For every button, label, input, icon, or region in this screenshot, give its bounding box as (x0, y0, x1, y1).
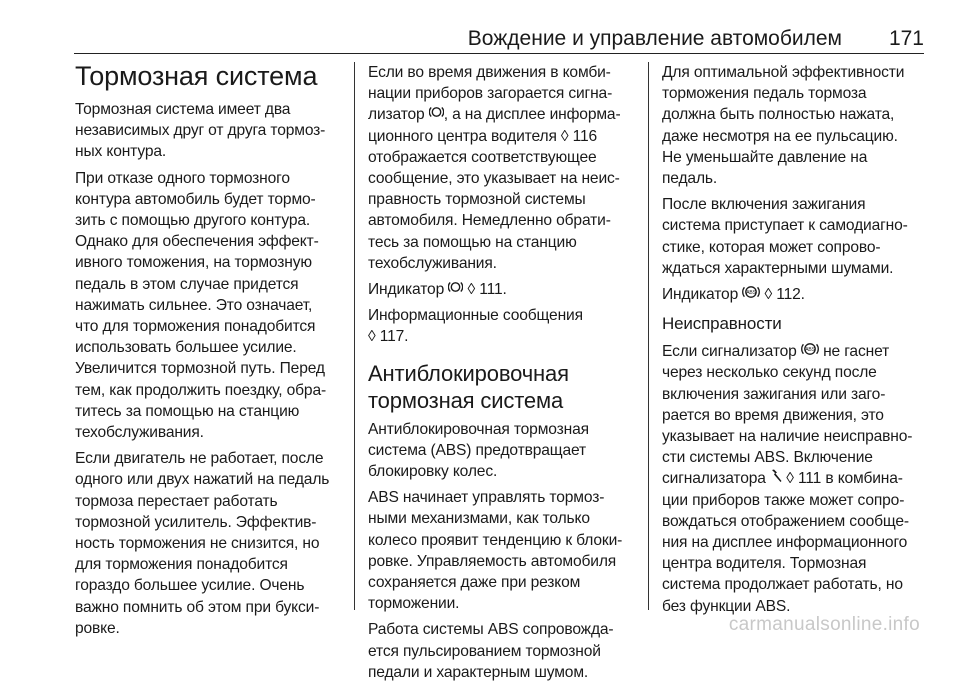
column-divider (354, 62, 355, 610)
text-line: сохраняется даже при резком (368, 574, 581, 592)
text-line (368, 104, 643, 125)
text-line: ждаться характерными шумами. (662, 259, 894, 277)
text-line: блокировку колес. (368, 463, 498, 481)
text-line: Тормозная система имеет два (75, 101, 291, 118)
paragraph (75, 168, 350, 444)
text-line: торможении. (368, 595, 460, 613)
text-line: система (ABS) предотвращает (368, 441, 586, 459)
page-reference-link[interactable]: 116 (572, 127, 598, 145)
text-line: Увеличится тормозной путь. Перед (75, 360, 325, 378)
text-line: тормозной усилитель. Эффектив- (75, 513, 317, 531)
page-number: 171 (888, 27, 924, 50)
col3-paragraphs (662, 62, 937, 279)
col2-paragraphs (368, 419, 643, 683)
text-line: Если двигатель не работает, после (75, 450, 324, 468)
text-line: ровке. (75, 619, 120, 637)
brake-warning-icon (448, 280, 463, 296)
text-line: ровке. Управляемость автомобиля (368, 552, 617, 570)
watermark: carmanualsonline.info (728, 614, 920, 635)
text-line: Информационные сообщения (368, 307, 583, 325)
text-line: ивного томожения, на тормозную (75, 254, 312, 272)
text-line: Работа системы ABS сопровожда- (368, 621, 614, 639)
text-line: педаль. (662, 170, 718, 188)
text-line (368, 326, 643, 347)
text-line (662, 341, 937, 362)
paragraph (662, 194, 937, 279)
page-reference-link[interactable]: 112. (776, 286, 805, 304)
paragraph (368, 305, 643, 347)
text-line: автомобиля. Немедленно обрати- (368, 212, 611, 230)
svg-text:ABS: ABS (746, 290, 757, 297)
text-line: вождаться отображением сообще- (662, 512, 909, 530)
text-line: техобслуживания. (75, 424, 204, 442)
paragraph (75, 99, 350, 163)
text-line: ных контура. (75, 143, 167, 161)
text-line: нажимать сильнее. Это означает, (75, 296, 313, 314)
text-line: без функции ABS. (662, 597, 791, 615)
text-line: зить с помощью другого контура. (75, 212, 311, 230)
page-reference-link[interactable]: 111 в комбина- (797, 470, 903, 488)
paragraph (368, 419, 643, 483)
text-line: тормоза перестает работать (75, 492, 278, 510)
text-line (662, 284, 937, 305)
text-line: включения зажигания или заго- (662, 385, 886, 403)
page-reference-icon: ◊ (764, 286, 773, 304)
chapter-title: Вождение и управление автомобилем (467, 27, 842, 50)
page-reference-icon: ◊ (467, 281, 476, 299)
text-span: Индикатор (368, 281, 449, 299)
page-reference-icon: ◊ (786, 470, 794, 488)
page-reference-link[interactable]: 117. (379, 328, 409, 346)
text-line: что для торможения понадобится (75, 318, 316, 336)
text-line: гораздо большее усилие. Очень (75, 577, 305, 595)
text-line: тем, как продолжить поездку, обра- (75, 381, 327, 399)
text-line: ния на дисплее информационного (662, 534, 908, 552)
text-line: ции приборов также может сопро- (662, 491, 905, 509)
text-line: сообщение, это указывает на неис- (368, 170, 620, 188)
text-line: одного или двух нажатий на педаль (75, 471, 330, 489)
text-line: отображается соответствующее (368, 148, 597, 166)
text-line: титесь за помощью на станцию (75, 402, 300, 420)
text-line: Однако для обеспечения эффект- (75, 233, 319, 251)
text-line (368, 279, 643, 300)
column-1 (75, 60, 350, 644)
column-2 (368, 62, 643, 688)
paragraph (368, 487, 643, 614)
text-line: колесо проявит тенденцию к блоки- (368, 531, 623, 549)
text-line: стике, которая может сопрово- (662, 238, 881, 256)
header-rule (74, 53, 924, 54)
abs-warning-icon (801, 342, 819, 358)
text-span: не гаснет (818, 343, 890, 361)
text-line: сти системы ABS. Включение (662, 449, 873, 467)
paragraph (368, 279, 643, 300)
text-line: техобслуживания. (368, 254, 497, 272)
text-line: должна быть полностью нажата, (662, 106, 895, 124)
page-reference-icon: ◊ (560, 127, 569, 145)
text-line: правность тормозной системы (368, 191, 586, 209)
text-line: ется пульсированием тормозной (368, 642, 601, 660)
text-line: важно помнить об этом при букси- (75, 598, 320, 616)
text-line: тесь за помощью на станцию (368, 233, 577, 251)
text-span: лизатор (368, 106, 429, 124)
text-line: нации приборов загорается сигна- (368, 85, 613, 103)
text-line: рается во время движения, это (662, 406, 884, 424)
text-span: ционного центра водителя (368, 127, 561, 145)
section-heading-malfunctions: Неисправности (662, 314, 782, 334)
text-line: указывает на наличие неисправно- (662, 428, 913, 446)
page-reference-link[interactable]: 111. (479, 281, 507, 299)
column-3 (662, 62, 937, 622)
text-line: контура автомобиль будет тормо- (75, 190, 316, 208)
section-heading-abs (368, 360, 643, 414)
text-line: Для оптимальной эффективности (662, 64, 905, 81)
paragraph (368, 619, 643, 683)
text-span: , а на дисплее информа- (443, 106, 621, 124)
text-line: система приступает к самодиагно- (662, 217, 908, 235)
paragraph (662, 62, 937, 189)
paragraph (662, 284, 937, 305)
column-divider (648, 62, 649, 610)
paragraph (368, 62, 643, 274)
col1-paragraphs (75, 99, 350, 639)
text-span: Индикатор (662, 286, 743, 304)
text-line: При отказе одного тормозного (75, 169, 290, 187)
text-line: через несколько секунд после (662, 364, 877, 382)
text-line: После включения зажигания (662, 196, 866, 214)
page-header (0, 0, 960, 54)
text-line (662, 468, 937, 489)
wrench-icon (770, 469, 782, 485)
paragraph (662, 341, 937, 617)
text-line: педаль в этом случае придется (75, 275, 299, 293)
text-line: ABS начинает управлять тормоз- (368, 489, 605, 507)
text-line: ными механизмами, как только (368, 510, 590, 528)
paragraph (75, 448, 350, 639)
heading-line: тормозная система (368, 387, 564, 413)
page-reference-icon: ◊ (368, 328, 376, 346)
abs-warning-icon (742, 285, 760, 301)
text-line: ность торможения не снизится, но (75, 535, 320, 553)
text-line (368, 126, 643, 147)
text-line: Антиблокировочная тормозная (368, 420, 589, 438)
text-line: педали и характерным шумом. (368, 663, 589, 681)
text-line: даже несмотря на ее пульсацию. (662, 127, 898, 145)
text-line: независимых друг от друга тормоз- (75, 122, 326, 140)
text-span: сигнализатора (662, 470, 770, 488)
text-line: использовать большее усилие. (75, 339, 297, 357)
section-heading-brake-system: Тормозная система (75, 61, 318, 91)
text-line: система продолжает работать, но (662, 576, 903, 594)
text-line: Не уменьшайте давление на (662, 148, 868, 166)
text-span: Если сигнализатор (662, 343, 801, 361)
text-line: торможения педаль тормоза (662, 85, 867, 103)
text-line: центра водителя. Тормозная (662, 555, 867, 573)
text-line: для торможения понадобится (75, 556, 288, 574)
brake-warning-icon (429, 105, 444, 121)
heading-line: Антиблокировочная (368, 360, 569, 386)
text-line: Если во время движения в комби- (368, 64, 611, 81)
svg-text:ABS: ABS (805, 347, 815, 354)
